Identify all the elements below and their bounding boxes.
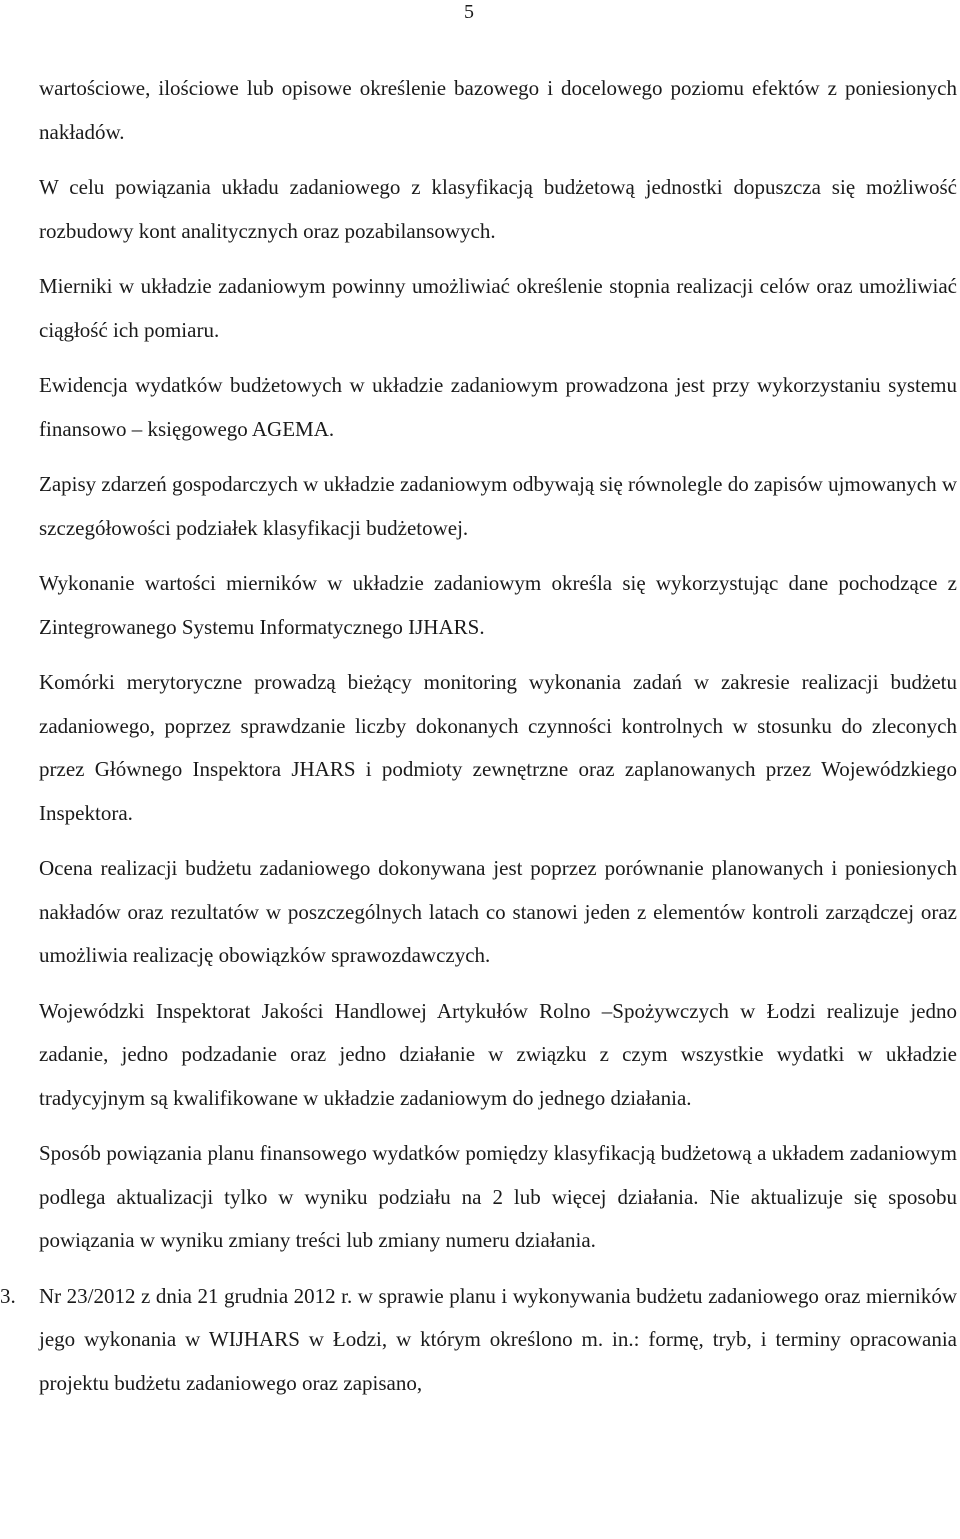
list-item-number: 3. — [0, 1283, 16, 1308]
numbered-list-item — [0, 1275, 957, 1406]
paragraph-1: wartościowe, ilościowe lub opisowe określenie bazowego i docelowego poziomu efektów z poniesionych nakładów. — [39, 76, 957, 144]
paragraph-9: Wojewódzki Inspektorat Jakości Handlowej Artykułów Rolno –Spożywczych w Łodzi realizuje jedno zadanie, jedno podzadanie oraz jedno działanie w związku z czym wszystkie wydatki w układzie tradycyjnym są kwalifikowane w układzie zadaniowym do jednego działania. — [39, 998, 957, 1110]
paragraph-10: Sposób powiązania planu finansowego wydatków pomiędzy klasyfikacją budżetową a układem zadaniowym podlega aktualizacji tylko w wyniku podziału na 2 lub więcej działania. Nie aktualizuje się sposobu powiązania w wyniku zmiany treści lub zmiany numeru działania. — [39, 1141, 957, 1252]
paragraph-8: Ocena realizacji budżetu zadaniowego dokonywana jest poprzez porównanie planowanych i poniesionych nakładów oraz rezultatów w poszczególnych latach co stanowi jeden z elementów kontroli zarządczej oraz umożliwia realizację obowiązków sprawozdawczych. — [39, 856, 957, 967]
list-item-text: Nr 23/2012 z dnia 21 grudnia 2012 r. w sprawie planu i wykonywania budżetu zadaniowego oraz mierników jego wykonania w WIJHARS w Łodzi, w którym określono m. in.: formę, tryb, i terminy opracowania projektu budżetu zadaniowego oraz zapisano, — [39, 1283, 957, 1395]
paragraph-5: Zapisy zdarzeń gospodarczych w układzie zadaniowym odbywają się równolegle do zapisów ujmowanych w szczegółowości podziałek klasyfikacji budżetowej. — [39, 472, 957, 540]
paragraph-2: W celu powiązania układu zadaniowego z klasyfikacją budżetową jednostki dopuszcza się możliwość rozbudowy kont analitycznych oraz pozabilansowych. — [39, 175, 957, 243]
page-number: 5 — [464, 1, 474, 23]
paragraph-6: Wykonanie wartości mierników w układzie zadaniowym określa się wykorzystując dane pochodzące z Zintegrowanego Systemu Informatycznego IJHARS. — [39, 571, 957, 639]
paragraph-7: Komórki merytoryczne prowadzą bieżący monitoring wykonania zadań w zakresie realizacji budżetu zadaniowego, poprzez sprawdzanie liczby dokonanych czynności kontrolnych w stosunku do zleconych przez Głównego Inspektora JHARS i podmioty zewnętrzne oraz zaplanowanych przez Wojewódzkiego Inspektora. — [39, 670, 957, 825]
paragraph-4: Ewidencja wydatków budżetowych w układzie zadaniowym prowadzona jest przy wykorzystaniu systemu finansowo – księgowego AGEMA. — [39, 373, 957, 441]
paragraph-3: Mierniki w układzie zadaniowym powinny umożliwiać określenie stopnia realizacji celów oraz umożliwiać ciągłość ich pomiaru. — [39, 274, 957, 342]
document-body — [0, 67, 957, 1405]
